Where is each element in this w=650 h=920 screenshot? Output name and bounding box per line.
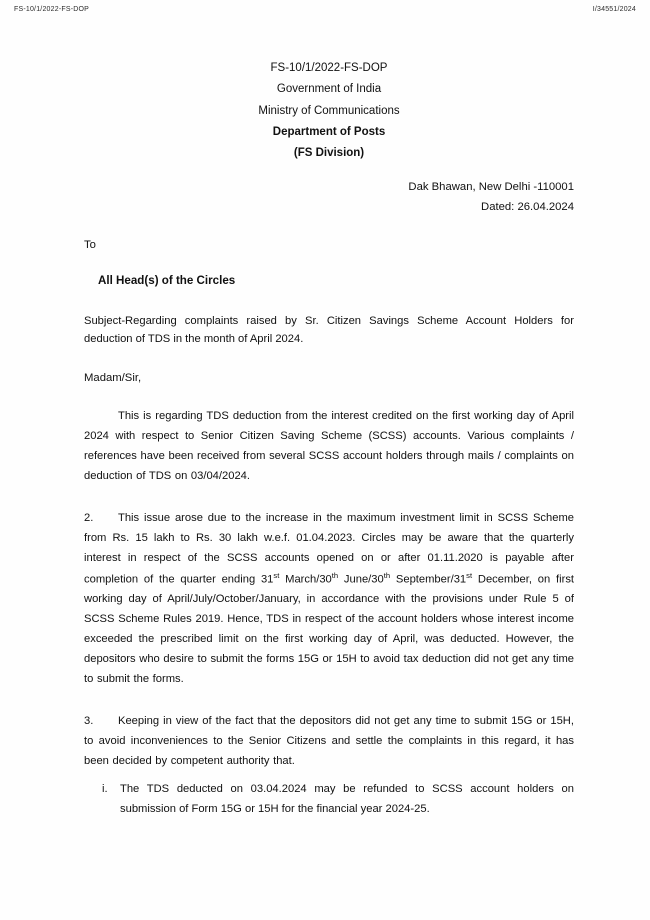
paragraph-2-text-part-5: December, on first working day of April/July/October/January, in accordance with the provisions under Rule 5 of SCSS Scheme Rules 2019. Hence, TDS in respect of the account holders whose interest income exceeded the prescribed limit on the first working day of April, was deducted. However, the depositors who desire to submit the forms 15G or 15H to avoid tax deduction did not get any time to submit the forms. xyxy=(84,573,575,685)
letter-date: Dated: 26.04.2024 xyxy=(481,200,574,213)
scan-header-strip xyxy=(0,0,650,30)
division-line: (FS Division) xyxy=(293,147,365,160)
reference-number: FS-10/1/2022-FS-DOP xyxy=(270,62,388,74)
letterhead-block xyxy=(84,58,574,164)
paragraph-2-number: 2. xyxy=(84,511,94,524)
header-file-stamp: FS-10/1/2022-FS-DOP xyxy=(14,6,89,13)
paragraph-2-sup-4: st xyxy=(466,570,473,580)
department-line: Department of Posts xyxy=(272,125,386,138)
header-diary-stamp: I/34551/2024 xyxy=(592,6,636,13)
addressee-line: All Head(s) of the Circles xyxy=(98,274,236,288)
paragraph-2-text-part-4: September/31 xyxy=(390,573,467,586)
government-line: Government of India xyxy=(276,83,382,96)
paragraph-3 xyxy=(84,712,574,772)
paragraph-3-number: 3. xyxy=(84,714,94,727)
paragraph-2-text-part-1: This issue arose due to the increase in the maximum investment limit in SCSS Scheme from Rs. 15 lakh to Rs. 30 lakh w.e.f. 01.04.2023. Circles may be aware that the quarterly interest in respect of the SCSS accounts opened on or after 01.11.2020 is payable after completion of the quarter ending 31 xyxy=(84,511,574,586)
subject-line: Subject-Regarding complaints raised by Sr. Citizen Savings Scheme Account Holders for deduction of TDS in the month of April 2024. xyxy=(84,315,574,346)
salutation: Madam/Sir, xyxy=(84,372,142,385)
paragraph-2 xyxy=(84,509,574,690)
paragraph-2-sup-2: th xyxy=(331,570,339,580)
ministry-line: Ministry of Communications xyxy=(258,104,400,117)
sub-item-text: The TDS deducted on 03.04.2024 may be refunded to SCSS account holders on submission of Form 15G or 15H for the financial year 2024-25. xyxy=(120,782,574,815)
sub-item-marker: i. xyxy=(102,782,108,795)
paragraph-2-sup-1: st xyxy=(273,570,280,580)
paragraph-2-text-part-3: June/30 xyxy=(338,573,384,586)
letter-body xyxy=(84,58,574,820)
paragraph-2-sup-3: th xyxy=(383,570,391,580)
paragraph-2-text-part-2: March/30 xyxy=(279,573,332,586)
paragraph-3-text: Keeping in view of the fact that the depositors did not get any time to submit 15G or 15H, to avoid inconveniences to the Senior Citizens and settle the complaints in this regard, it has been decided by competent authority that. xyxy=(84,714,574,767)
office-address: Dak Bhawan, New Delhi -110001 xyxy=(408,181,574,194)
address-date-block xyxy=(84,178,574,216)
list-item xyxy=(84,780,574,820)
paragraph-1: This is regarding TDS deduction from the interest credited on the first working day of April 2024 with respect to Senior Citizen Saving Scheme (SCSS) accounts. Various complaints / references have been received from several SCSS account holders through mails / complaints on deduction of TDS on 03/04/2024. xyxy=(84,409,574,482)
sub-items-list xyxy=(84,780,574,820)
to-label: To xyxy=(84,238,96,251)
